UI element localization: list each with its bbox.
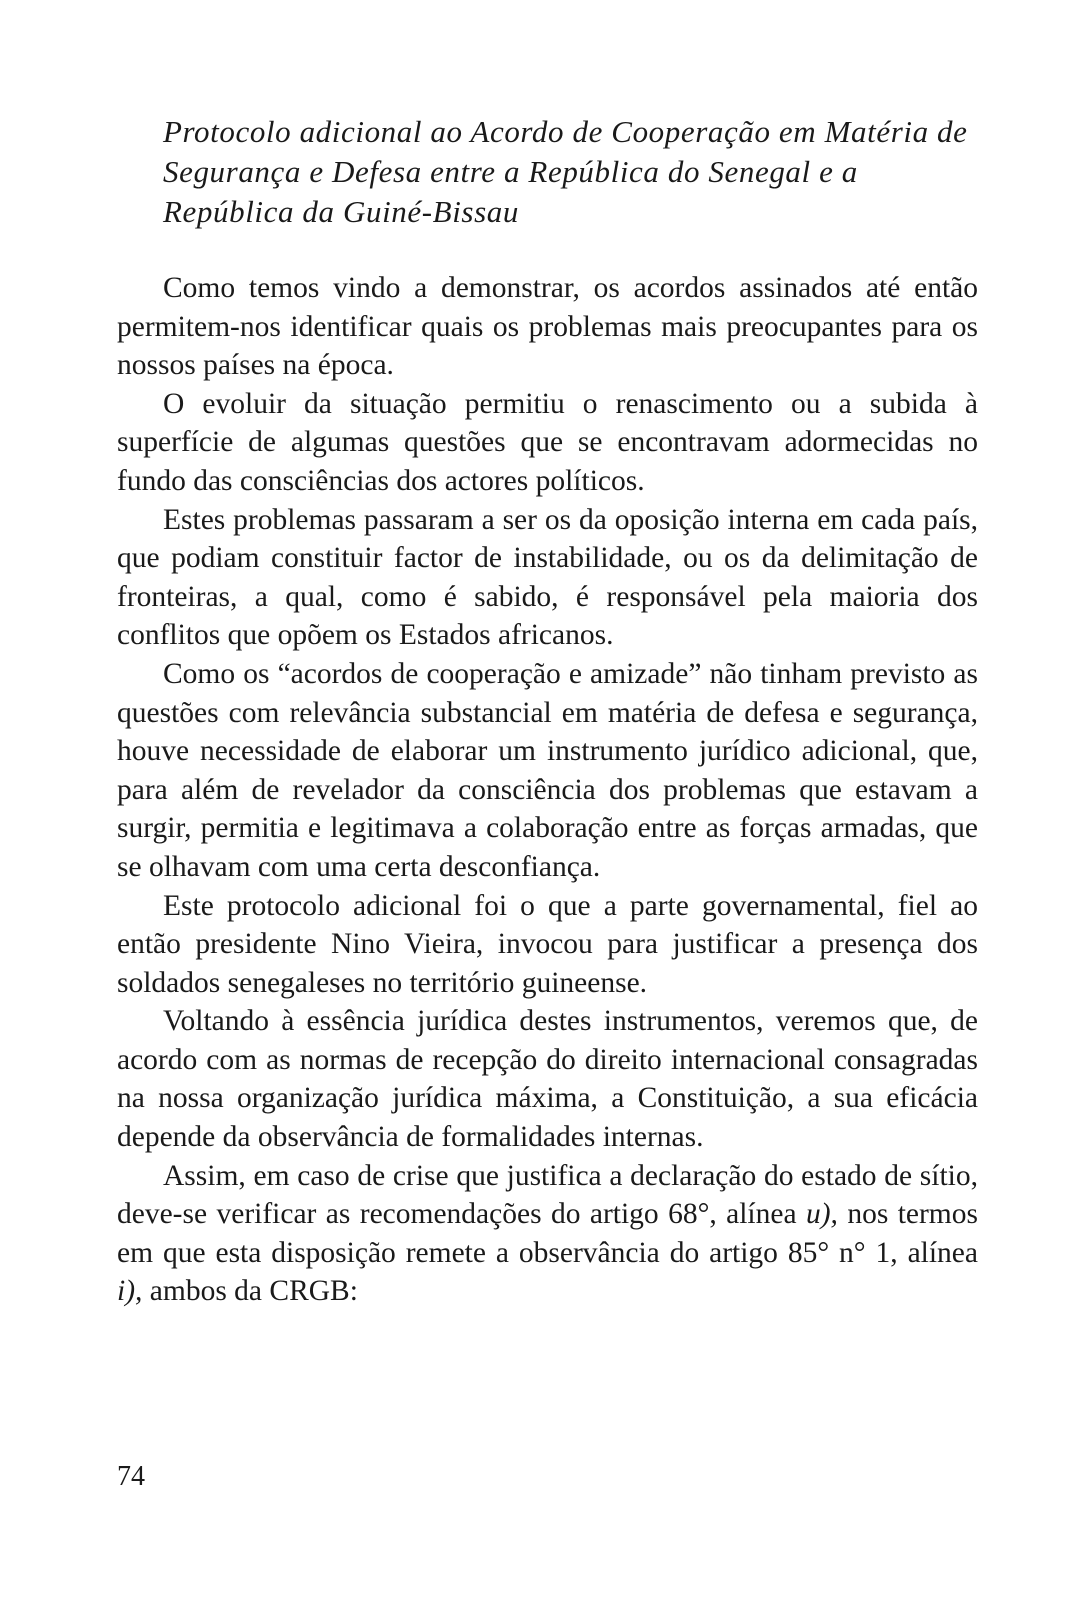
- paragraph-6: Voltando à essência jurídica destes instrumentos, veremos que, de acordo com as normas de recepção do direito internacional consagradas na nossa organização jurídica máxima, a Constituição, a sua eficácia depende da observância de formalidades internas.: [117, 1005, 978, 1154]
- paragraph-5: Este protocolo adicional foi o que a parte governamental, fiel ao então presidente Nino Vieira, invocou para justificar a presença dos soldados senegaleses no território guineense.: [117, 889, 978, 999]
- paragraph-7-text-1: Assim, em caso de crise que justifica a declaração do estado de sítio, deve-se verificar as recomendações do artigo 68°, alínea: [117, 1159, 978, 1231]
- paragraph-4: Como os “acordos de cooperação e amizade” não tinham previsto as questões com relevância substancial em matéria de defesa e segurança, houve necessidade de elaborar um instrumento jurídico adicional, que, para além de revelador da consciência dos problemas que estavam a surgir, permitia e legitimava a colaboração entre as forças armadas, que se olhavam com uma certa desconfiança.: [117, 657, 978, 883]
- paragraph-7-italic-2: i),: [117, 1275, 143, 1308]
- body-text: [117, 269, 978, 1311]
- paragraph-7-italic-1: u),: [805, 1198, 838, 1231]
- page-number: 74: [117, 1461, 145, 1492]
- paragraph-7-text-2: nos termos em que esta disposição remete a observância do artigo 85° n° 1, alínea: [117, 1198, 978, 1269]
- paragraph-2: O evoluir da situação permitiu o renascimento ou a subida à superfície de algumas questões que se encontravam adormecidas no fundo das consciências dos actores políticos.: [117, 387, 978, 497]
- paragraph-3: Estes problemas passaram a ser os da oposição interna em cada país, que podiam constituir factor de instabilidade, ou os da delimitação de fronteiras, a qual, como é sabido, é responsável pela maioria dos conflitos que opõem os Estados africanos.: [117, 503, 978, 652]
- paragraph-1: Como temos vindo a demonstrar, os acordos assinados até então permitem-nos identificar quais os problemas mais preocupantes para os nossos países na época.: [117, 272, 978, 382]
- section-heading: Protocolo adicional ao Acordo de Cooperação em Matéria de Segurança e Defesa entre a República do Senegal e a República da Guiné-Bissau: [163, 114, 968, 229]
- paragraph-7-text-3: ambos da CRGB:: [142, 1275, 358, 1308]
- paragraph-7: [117, 1157, 978, 1311]
